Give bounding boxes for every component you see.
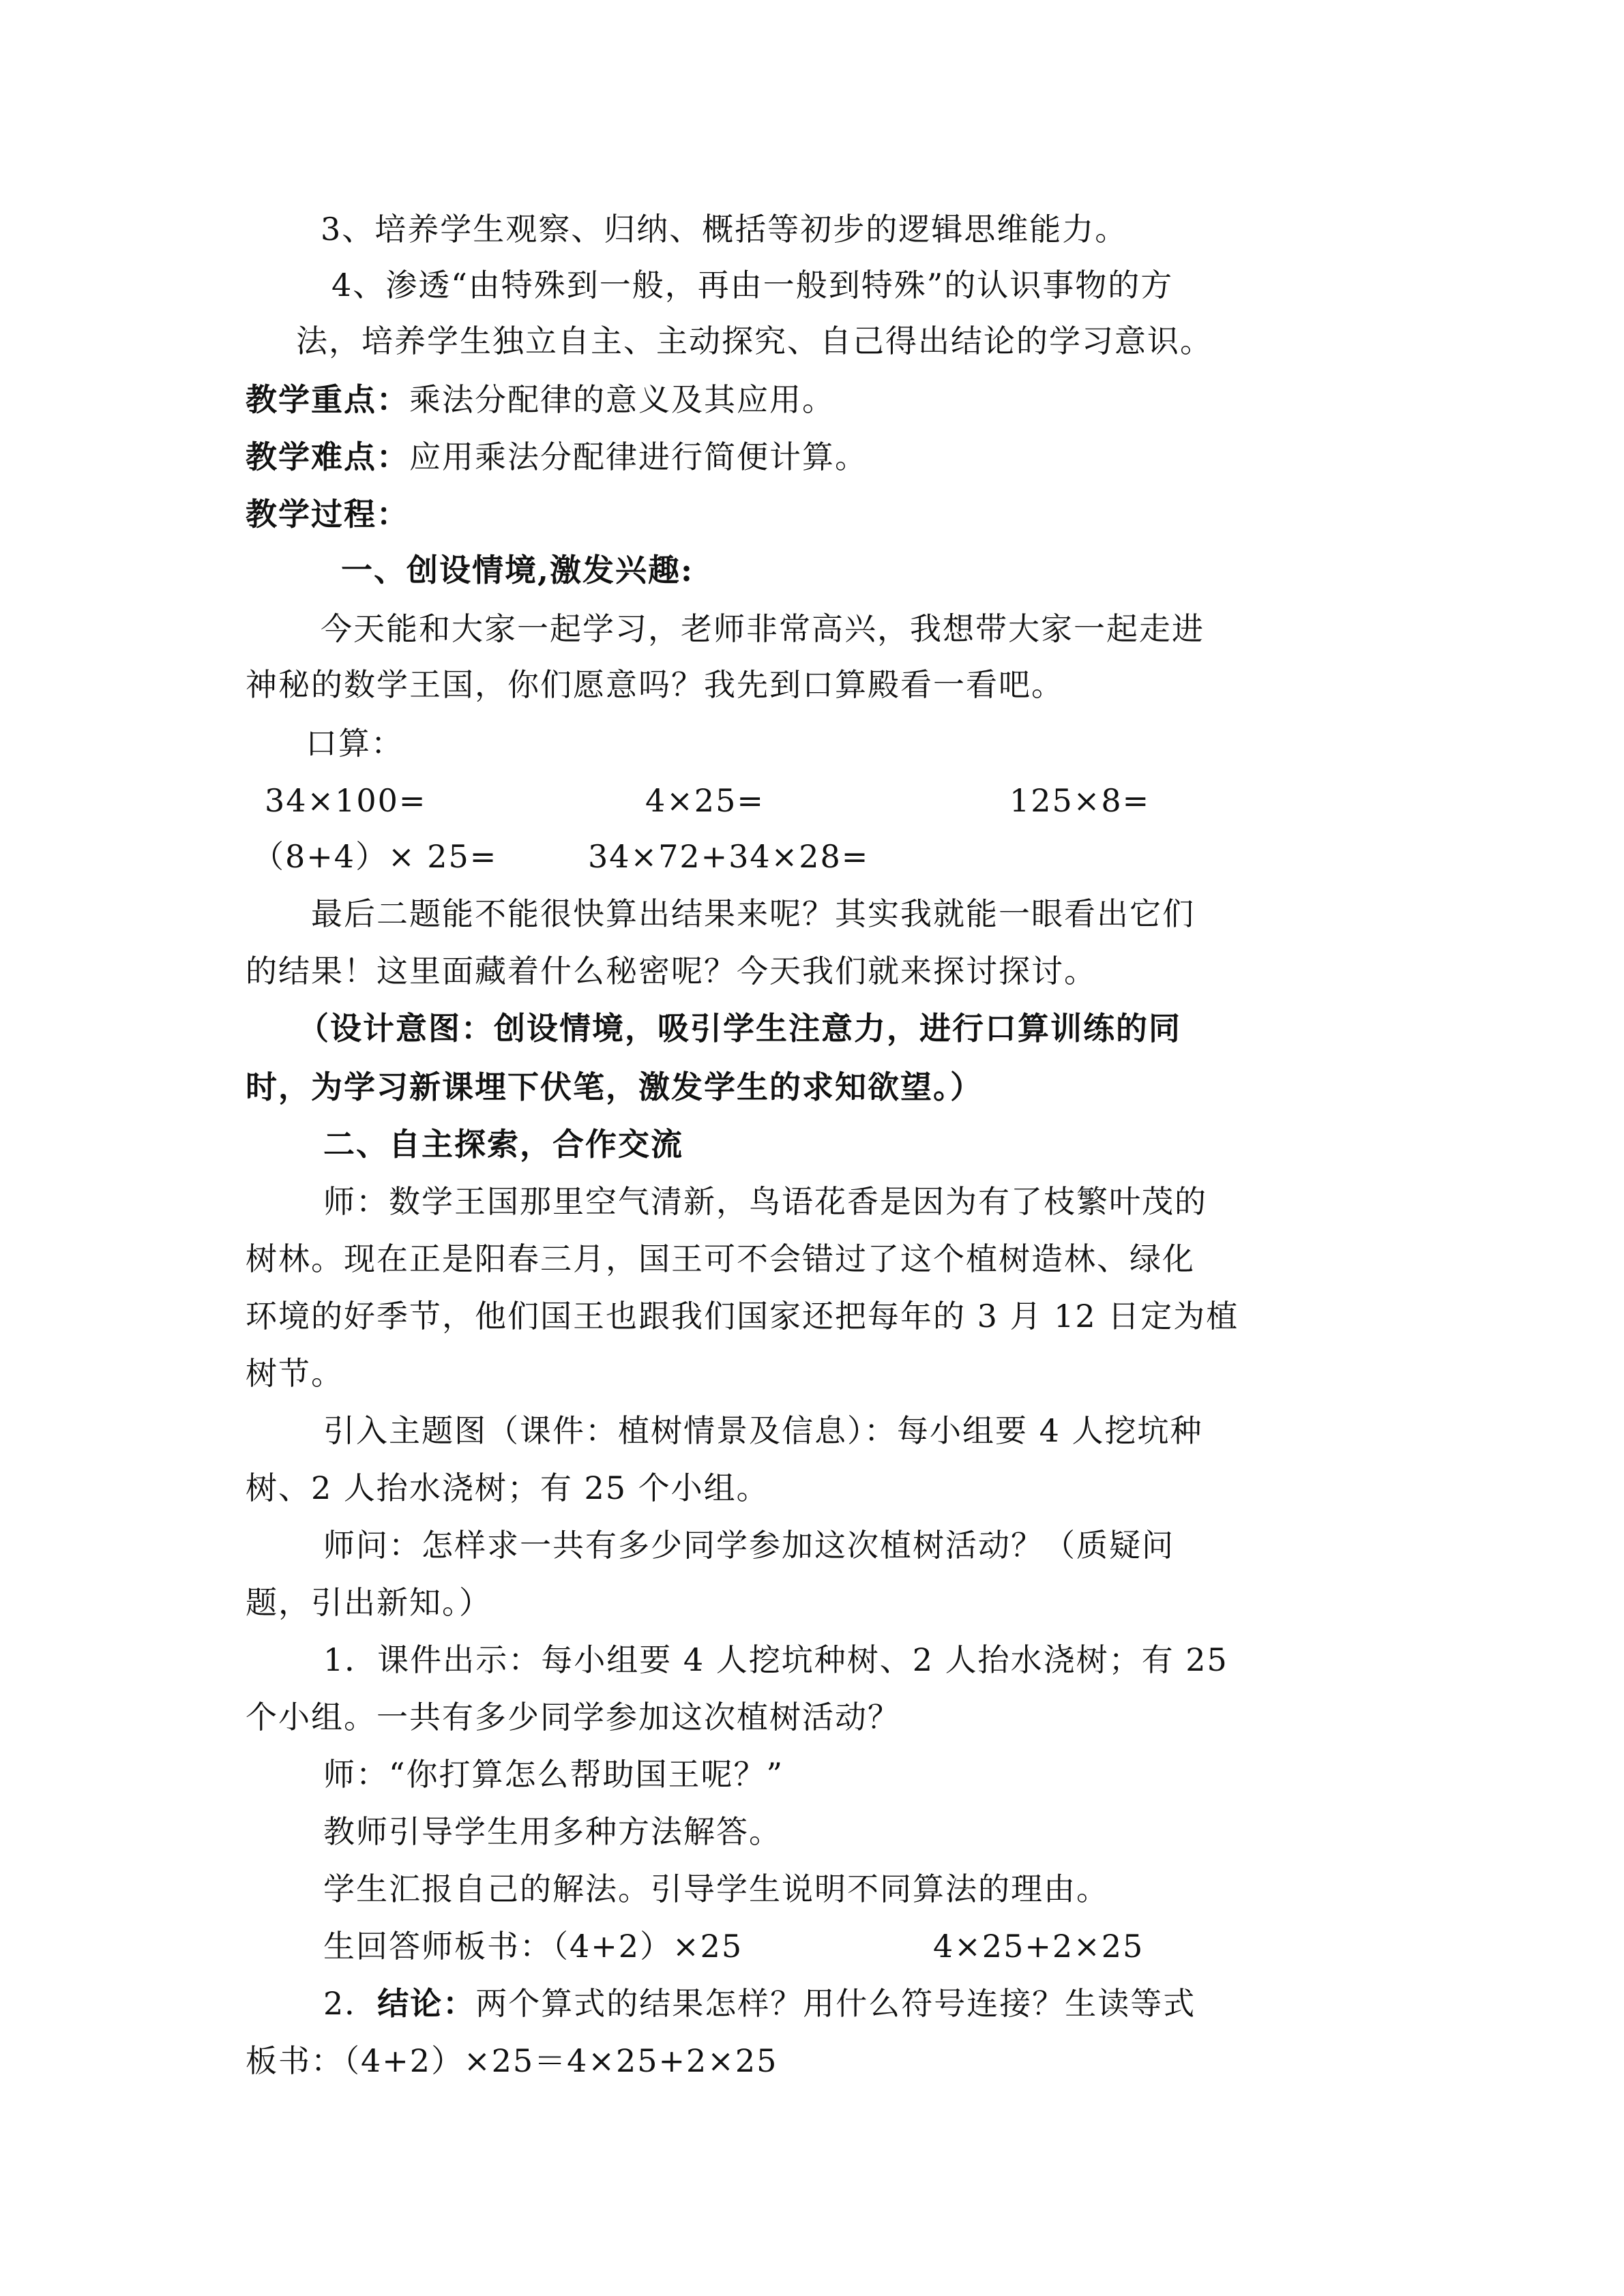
key-point-text: 乘法分配律的意义及其应用。 (409, 381, 835, 418)
section2-p4-line2: 个小组。一共有多少同学参加这次植树活动？ (246, 1699, 900, 1735)
objective-3: 3、培养学生观察、归纳、概括等初步的逻辑思维能力。 (321, 211, 1128, 248)
section2-p1-line3: 环境的好季节，他们国王也跟我们国家还把每年的 3 月 12 日定为植 (246, 1298, 1239, 1335)
section1-intro-line2: 神秘的数学王国，你们愿意吗？我先到口算殿看一看吧。 (246, 666, 1064, 703)
section2-p1-line4: 树节。 (246, 1355, 344, 1392)
key-point-label: 教学重点： (246, 381, 409, 418)
section2-p9-number: 2． (323, 1985, 378, 2022)
oral-question-1: 34×100= (265, 782, 427, 819)
section2-p1-line1: 师：数学王国那里空气清新，鸟语花香是因为有了枝繁叶茂的 (323, 1183, 1207, 1220)
difficulty-text: 应用乘法分配律进行简便计算。 (409, 438, 868, 475)
process-label: 教学过程： (246, 496, 409, 533)
design-intent-line2: 时，为学习新课埋下伏笔，激发学生的求知欲望。） (246, 1069, 983, 1105)
section2-p3-line2: 题，引出新知。） (246, 1584, 492, 1621)
section2-p8-expression: 4×25+2×25 (933, 1928, 1145, 1965)
difficulty (246, 436, 868, 477)
section2-p6: 教师引导学生用多种方法解答。 (323, 1813, 782, 1850)
section2-heading: 二、自主探索，合作交流 (323, 1126, 683, 1163)
section2-p2-line2: 树、2 人抬水浇树；有 25 个小组。 (246, 1470, 769, 1506)
oral-calc-label: 口算： (306, 725, 404, 762)
objective-4-line2: 法，培养学生独立自主、主动探究、自己得出结论的学习意识。 (296, 323, 1213, 359)
section2-p5: 师：“你打算怎么帮助国王呢？” (323, 1756, 784, 1793)
section1-heading: 一、创设情境,激发兴趣: (341, 552, 694, 588)
oral-question-2: 4×25= (645, 782, 765, 819)
section2-p7: 学生汇报自己的解法。引导学生说明不同算法的理由。 (323, 1870, 1109, 1907)
section2-p4-line1: 1．课件出示：每小组要 4 人挖坑种树、2 人抬水浇树；有 25 (323, 1641, 1228, 1678)
section2-p1-line2: 树林。现在正是阳春三月，国王可不会错过了这个植树造林、绿化 (246, 1240, 1195, 1277)
section2-p9 (323, 1983, 1196, 2024)
section2-p9-text: 两个算式的结果怎样？用什么符号连接？生读等式 (475, 1985, 1196, 2022)
section1-after-line1: 最后二题能不能很快算出结果来呢？其实我就能一眼看出它们 (311, 895, 1195, 932)
section2-p8-label: 生回答师板书：（4+2）×25 (323, 1928, 743, 1965)
objective-4-line1: 4、渗透“由特殊到一般，再由一般到特殊”的认识事物的方 (331, 267, 1174, 303)
section2-p3-line1: 师问：怎样求一共有多少同学参加这次植树活动？（质疑问 (323, 1527, 1175, 1564)
section1-after-line2: 的结果！这里面藏着什么秘密呢？今天我们就来探讨探讨。 (246, 953, 1097, 989)
oral-question-5: 34×72+34×28= (588, 838, 870, 875)
oral-question-3: 125×8= (1009, 782, 1151, 819)
oral-question-4: （8+4）× 25= (252, 838, 498, 875)
design-intent-line1: （设计意图：创设情境，吸引学生注意力，进行口算训练的同 (297, 1010, 1181, 1047)
key-point (246, 379, 835, 420)
section1-intro-line1: 今天能和大家一起学习，老师非常高兴，我想带大家一起走进 (321, 610, 1205, 647)
conclusion-label: 结论： (377, 1985, 476, 2022)
difficulty-label: 教学难点： (246, 438, 409, 475)
section2-p10: 板书：（4+2）×25＝4×25+2×25 (246, 2042, 778, 2079)
section2-p2-line1: 引入主题图（课件：植树情景及信息）：每小组要 4 人挖坑种 (323, 1412, 1203, 1449)
